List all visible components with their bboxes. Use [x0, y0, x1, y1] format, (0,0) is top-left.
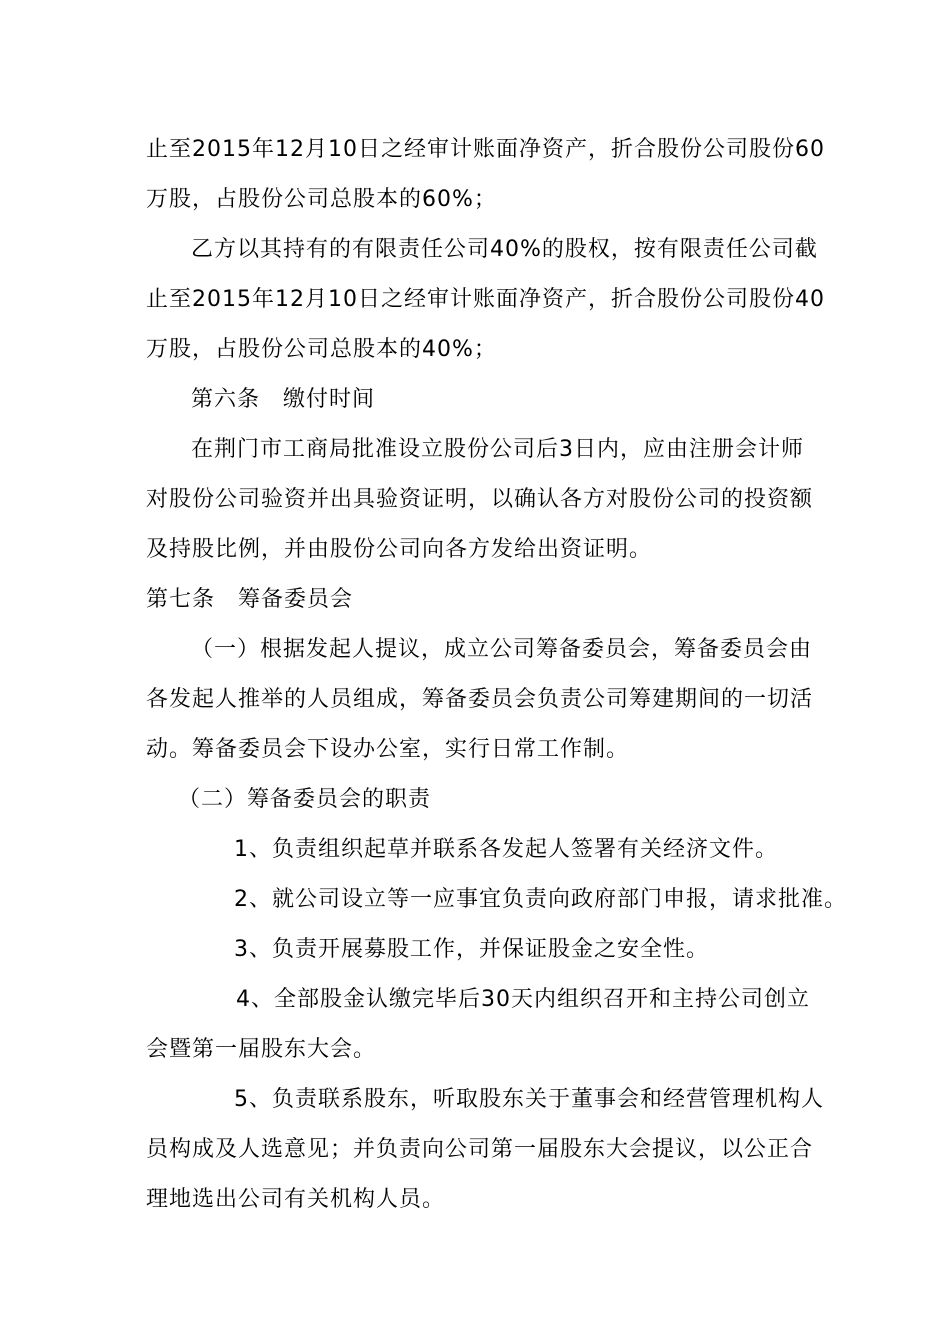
- list-item: 5、负责联系股东，听取股东关于董事会和经营管理机构人: [234, 1087, 824, 1112]
- subsection-heading: （二）筹备委员会的职责: [178, 787, 432, 812]
- list-item: 3、负责开展募股工作，并保证股金之安全性。: [234, 937, 709, 962]
- text-line: 理地选出公司有关机构人员。: [146, 1187, 446, 1212]
- section-heading: 第七条 筹备委员会: [146, 587, 354, 612]
- text-line: 在荆门市工商局批准设立股份公司后3日内，应由注册会计师: [191, 437, 804, 462]
- text-line: 员构成及人选意见；并负责向公司第一届股东大会提议，以公正合: [146, 1137, 814, 1162]
- text-line: 乙方以其持有的有限责任公司40%的股权，按有限责任公司截: [191, 237, 818, 262]
- text-line: 万股，占股份公司总股本的60%；: [146, 187, 497, 212]
- list-item: 2、就公司设立等一应事宜负责向政府部门申报，请求批准。: [234, 887, 847, 912]
- list-item: 1、负责组织起草并联系各发起人签署有关经济文件。: [234, 837, 778, 862]
- text-line: 止至2015年12月10日之经审计账面净资产，折合股份公司股份40: [146, 287, 825, 312]
- text-line: 万股，占股份公司总股本的40%；: [146, 337, 497, 362]
- section-heading: 第六条 缴付时间: [191, 387, 376, 412]
- list-item: 4、全部股金认缴完毕后30天内组织召开和主持公司创立: [236, 987, 810, 1012]
- text-line: （一）根据发起人提议，成立公司筹备委员会，筹备委员会由: [191, 637, 813, 662]
- text-line: 止至2015年12月10日之经审计账面净资产，折合股份公司股份60: [146, 137, 825, 162]
- text-line: 及持股比例，并由股份公司向各方发给出资证明。: [146, 537, 653, 562]
- text-line: 会暨第一届股东大会。: [146, 1037, 377, 1062]
- text-line: 动。筹备委员会下设办公室，实行日常工作制。: [146, 737, 630, 762]
- text-line: 对股份公司验资并出具验资证明，以确认各方对股份公司的投资额: [146, 487, 814, 512]
- text-line: 各发起人推举的人员组成，筹备委员会负责公司筹建期间的一切活: [146, 687, 814, 712]
